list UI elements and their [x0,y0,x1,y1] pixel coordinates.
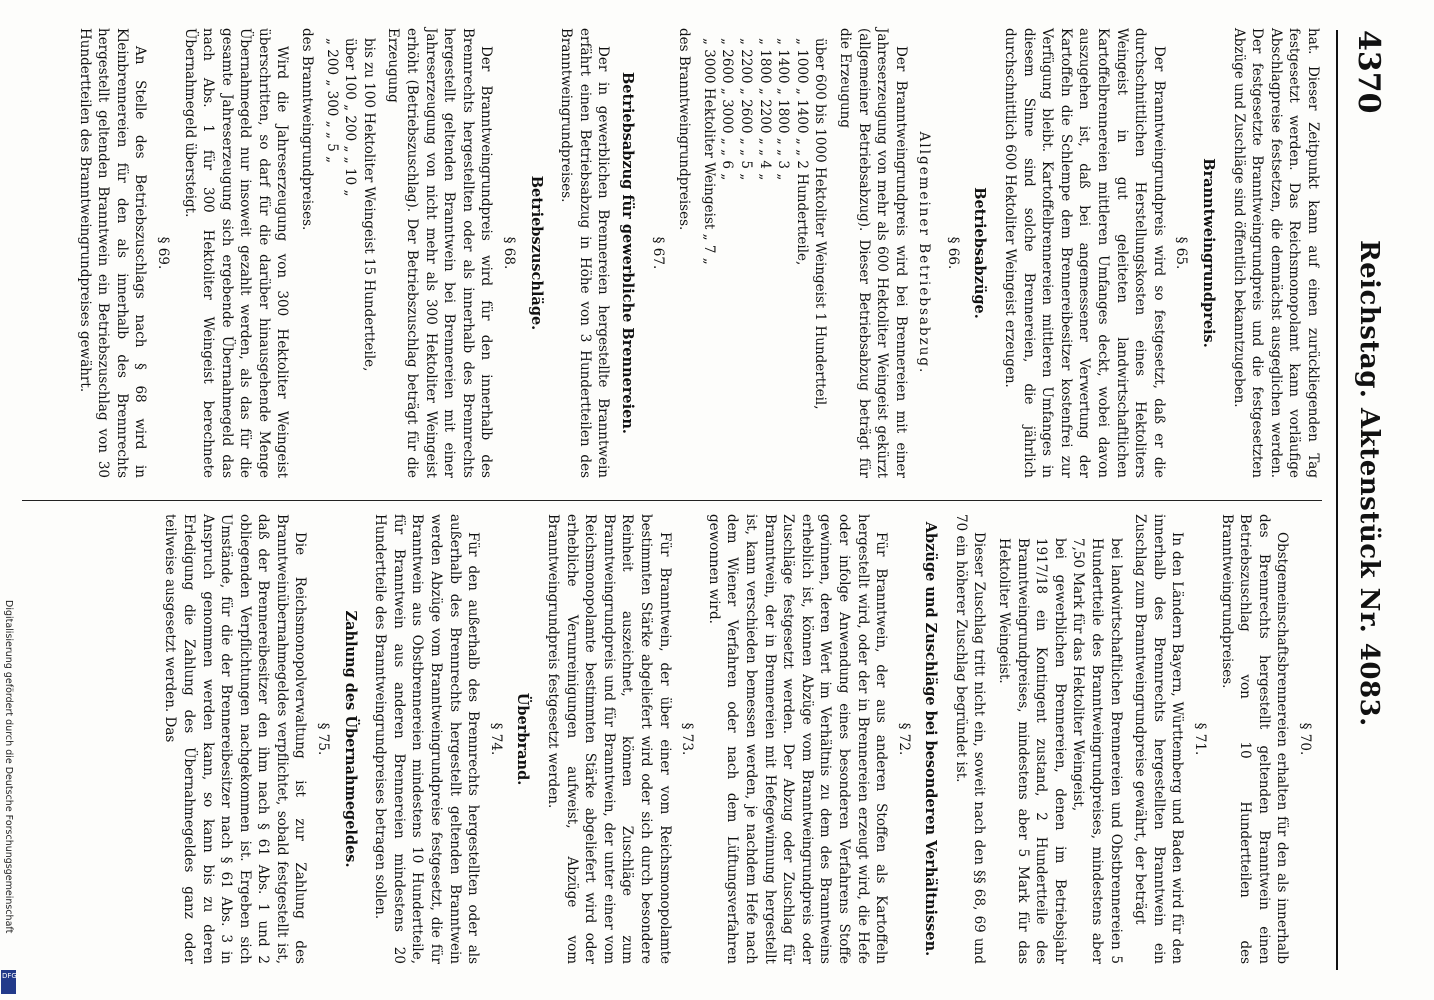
rate-row: „ 1800 „ 2200 „ „ 4 „ [756,38,773,181]
rate-row: „ 200 „ 300 „ „ 5 „ [323,38,340,164]
column-divider [22,500,1322,501]
rate-row: „ 2200 „ 2600 „ „ 5 „ [737,38,754,181]
rate-table [699,38,829,478]
digitization-credit [2,600,16,990]
section-number: § 67. [649,236,666,270]
right-column [155,514,1322,964]
section-number: § 65. [1173,236,1190,270]
rate-row: „ 3000 Hektoliter Weingeist „ 7 „ [700,38,717,265]
paragraph: Dieser Zuschlag tritt nicht ein, soweit nach den §§ 68, 69 und 70 ein höherer Zuschlag begründet ist. [952,514,988,964]
rate-row: über 600 bis 1000 Hektoliter Weingeist 1 Hundertteil, [812,38,829,410]
paragraph: Der Branntweingrundpreis wird so festgesetzt, daß er die durchschnittlichen Herstellungskosten eines Hektoliters Weingeist in gut geleiteten landwirtschaftlichen Kartoffelbrennereien mittleren Umfanges deckt, wobei davon auszugehen ist, daß bei angemessener Verwertung der Kartoffeln die Schlempe dem Brennereibesitzer kostenfrei zur Verfügung bleibt. Kartoffelbrennereien mittleren Umfanges in diesem Sinne sind solche Brennereien, die jährlich durchschnittlich 600 Hektoliter Weingeist erzeugen. [1002,28,1167,478]
section-number: § 68. [501,236,518,270]
rate-table [322,38,378,478]
section-heading: Zahlung des Übernahmegeldes. [341,610,359,868]
paragraph: des Branntweingrundpreises. [299,28,316,231]
page-header [1336,30,1396,970]
paragraph: Die Reichsmonopolverwaltung ist zur Zahlung des Branntweinübernahmegeldes verpflichtet, sobald festgestellt ist, daß der Brennereibesitzer den ihm nach § 61 Abs. 1 und 2 obliegenden Verpflichtungen nachgekommen ist. Ergeben sich Umstände, für die der Brennereibesitzer nach § 61 Abs. 3 in Anspruch genommen werden kann, so kann bis zu deren Erledigung die Zahlung des Übernahmegeldes ganz oder teilweise ausgesetzt werden. Das [162,514,309,964]
section-number: § 73. [679,722,696,756]
paragraph: Wird die Jahreserzeugung von 300 Hektoliter Weingeist überschritten, so darf für die darüber hinausgehende Menge Übernahmegeld nur insoweit gezahlt werden, als das für die gesamte Jahreserzeugung sich ergebende Übernahmegeld das nach Abs. 1 für 300 Hektoliter Weingeist berechnete Übernahmegeld übersteigt. [181,28,291,478]
section-number: § 66. [944,236,961,270]
section-heading: Branntweingrundpreis. [1200,158,1218,348]
section-number: § 75. [315,722,332,756]
list [995,514,1125,964]
paragraph: Der in gewerblichen Brennereien hergestellte Branntwein erfährt einen Betriebsabzug in Höhe von 3 Hundertteilen des Branntweingrundpreises. [558,28,612,478]
list-item: bei gewerblichen Brennereien, denen im Betriebsjahr 1917/18 ein Kontingent zustand, 2 Hundertteile des Branntweingrundpreises, mindestens aber 5 Mark für das Hektoliter Weingeist. [996,538,1068,964]
section-heading: Betriebsabzüge. [971,187,989,319]
list-item: bei landwirtschaftlichen Brennereien und Obstbrennereien 5 Hundertteile des Branntweingrundpreises, mindestens aber 7,50 Mark für das Hektoliter Weingeist, [1070,538,1124,964]
section-number: § 69. [154,236,171,270]
section-heading: Abzüge und Zuschläge bei besonderen Verhältnissen. [922,521,940,957]
dfg-logo-icon: DFG [1,970,16,994]
paragraph: Für den außerhalb des Brennrechts hergestellten oder als außerhalb des Brennrechts hergestellt geltenden Branntwein werden Abzüge vom Branntweingrundpreise festgesetzt, die für Branntwein aus Obstbrennereien mindestens 10 Hundertteile, für Branntwein aus anderen Brennereien mindestens 20 Hundertteile des Branntweingrundpreises betragen sollen. [372,514,482,964]
paragraph: hat. Dieser Zeitpunkt kann auf einen zurückliegenden Tag festgesetzt werden. Das Reichsmonopolamt kann vorläufige Abschlagpreise festsetzen, die demnächst ausgeglichen werden. Der festgesetzte Branntweingrundpreis und die festgesetzten Abzüge und Zuschläge sind öffentlich bekanntzugeben. [1230,28,1321,478]
section-number: § 70. [1297,722,1313,756]
paragraph: An Stelle des Betriebszuschlags nach § 68 wird in Kleinbrennereien für den als innerhalb des Brennrechts hergestellt geltenden Branntwein ein Betriebszuschlag von 30 Hundertteilen des Branntweingrundpreises gewährt. [76,28,149,478]
paragraph: des Branntweingrundpreises. [676,28,693,231]
paragraph: Obstgemeinschaftsbrennereien erhalten für den als innerhalb des Brennrechts hergestellt geltenden Branntwein einen Betriebszuschlag von 10 Hundertteilen des Branntweingrundpreises. [1218,514,1291,964]
paragraph: Der Branntweingrundpreis wird für den innerhalb des Brennrechts hergestellten oder als innerhalb des Brennrechts hergestellt geltenden Branntwein bei Brennereien mit einer Jahreserzeugung von nicht mehr als 300 Hektoliter Weingeist erhöht (Betriebszuschlag). Der Betriebszuschlag beträgt für die Erzeugung [385,28,495,478]
page-number: 4370 [1351,30,1386,114]
section-number: § 74. [487,722,504,756]
left-column [69,28,1322,478]
rate-row: „ 2600 „ 3000 „ „ 6 „ [719,38,736,181]
section-heading: Überbrand. [514,692,532,786]
page-title: Reichstag. Aktenstück Nr. 4083. [1354,240,1384,727]
section-heading: Betriebsabzug für gewerbliche Brennereien. [619,72,636,434]
credit-text: Digitalisierung gefördert durch die Deutsche Forschungsgemeinschaft [3,600,14,934]
rate-row: bis zu 100 Hektoliter Weingeist 15 Hundertteile, [360,38,377,372]
paragraph: Für Branntwein, der aus anderen Stoffen als Kartoffeln hergestellt wird, oder der in Brennereien erzeugt wird, die Hefe oder infolge Anwendung eines besonderen Verfahrens Stoffe gewinnen, deren Wert im Verhältnis zu dem des Branntweins erheblich ist, können Abzüge vom Branntweingrundpreis oder Zuschläge festgesetzt werden. Der Abzug oder Zuschlag für Branntwein, der in Brennereien mit Hefegewinnung hergestellt ist, kann verschieden bemessen werden, je nachdem Hefe nach dem Wiener Verfahren oder nach dem Lüftungsverfahren gewonnen wird. [705,514,890,964]
paragraph: Für Branntwein, der über einer vom Reichsmonopolamte bestimmten Stärke abgeliefert wird oder sich durch besondere Reinheit auszeichnet, können Zuschläge zum Branntweingrundpreis und für Branntwein, der unter einer vom Reichsmonopolamte bestimmten Stärke abgeliefert wird oder erhebliche Verunreinigungen aufweist, Abzüge vom Branntweingrundpreis festgesetzt werden. [545,514,673,964]
rate-row: „ 1000 „ 1400 „ „ 2 Hundertteile, [793,38,810,266]
section-number: § 72. [895,722,912,756]
rate-row: „ 1400 „ 1800 „ „ 3 „ [775,38,792,181]
paragraph: Der Branntweingrundpreis wird bei Brennereien mit einer Jahreserzeugung von mehr als 600 Hektoliter Weingeist gekürzt (allgemeiner Betriebsabzug). Dieser Betriebsabzug beträgt für die Erzeugung [836,28,909,478]
paragraph: In den Ländern Bayern, Württemberg und Baden wird für den innerhalb des Brennrechts hergestellten Branntwein ein Zuschlag zum Branntweingrundpreise gewährt, der beträgt [1132,514,1186,964]
section-number: § 71. [1192,722,1209,756]
rate-row: über 100 „ 200 „ „ 10 „ [342,38,359,197]
section-heading: Betriebszuschläge. [527,175,545,331]
subsection-heading: Allgemeiner Betriebsabzug. [916,131,933,375]
